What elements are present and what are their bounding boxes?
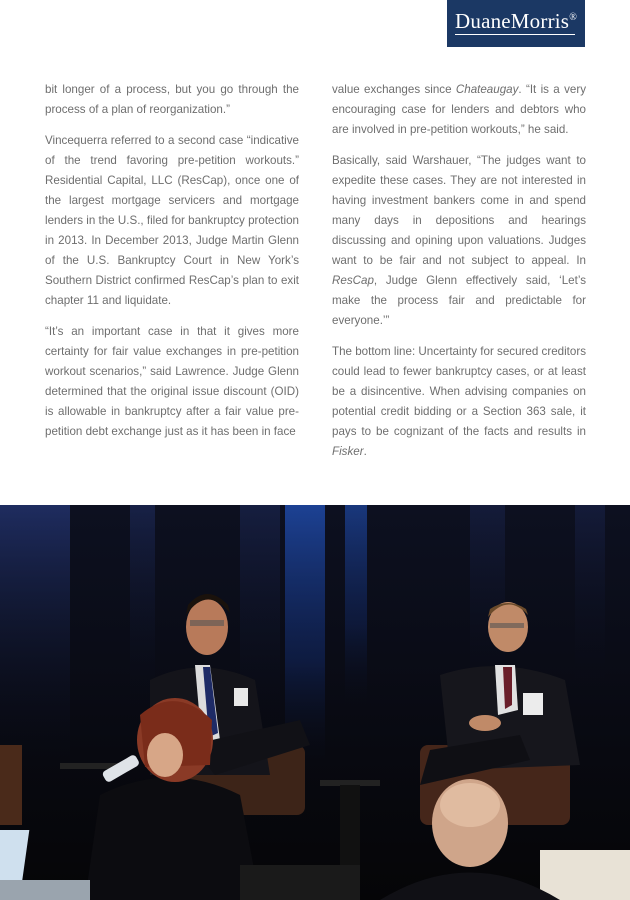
photo-illustration [0,505,630,900]
paragraph [332,151,586,331]
text-run: . “It is a very encouraging case for lenders and debtors who are involved in pre-petition workouts,” he said. [332,83,586,136]
text-run: . [363,445,367,458]
right-text-column [332,80,586,473]
text-run: The bottom line: Uncertainty for secured creditors could lead to fewer bankruptcy cases, or at least be a disincentive. When advising companies on potential credit bidding or a Section 363 sale, it pays to be cognizant of the facts and results in [332,345,586,438]
left-text-column [45,80,299,453]
duane-morris-logo [447,0,585,47]
panel-discussion-photo [0,505,630,900]
case-name-chateaugay: Chateaugay [455,83,519,96]
text-run: value exchanges since [332,83,456,96]
text-run: , Judge Glenn effectively said, ‘Let’s make the process fair and predictable for everyone.’” [332,274,586,327]
case-name-fisker: Fisker [332,445,364,458]
paragraph: bit longer of a process, but you go through the process of a plan of reorganization.” [45,83,299,116]
case-name-rescap: ResCap [332,274,374,287]
paragraph [332,80,586,140]
paragraph: “It’s an important case in that it gives more certainty for fair value exchanges in pre-petition workout scenarios,” said Lawrence. Judge Glenn determined that the original issue discount (OID) is allowable in bankruptcy after a fair value pre-petition debt exchange just as it has been in face [45,325,299,438]
logo-text: DuaneMorris [455,9,570,33]
logo-underline [455,34,575,35]
text-run: Basically, said Warshauer, “The judges want to expedite these cases. They are not interested in having investment bankers come in and spend many days in depositions and hearings discussing and opining upon valuations. Judges want to be fair and not subject to appeal. In [332,154,586,267]
logo-wordmark [455,9,577,34]
logo-registered-mark: ® [569,12,577,23]
paragraph [332,342,586,462]
paragraph: Vincequerra referred to a second case “indicative of the trend favoring pre-petition workouts.” Residential Capital, LLC (ResCap), once one of the largest mortgage servicers and mortgage lenders in the U.S., filed for bankruptcy protection in 2013. In December 2013, Judge Martin Glenn of the U.S. Bankruptcy Court in New York’s Southern District confirmed ResCap’s plan to exit chapter 11 and liquidate. [45,134,299,307]
